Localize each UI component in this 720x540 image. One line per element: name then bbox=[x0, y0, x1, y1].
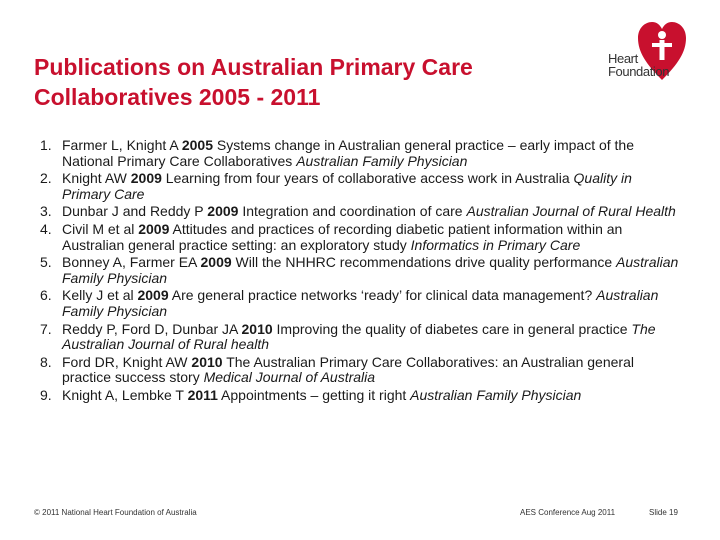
footer-conference: AES Conference Aug 2011 bbox=[520, 508, 616, 517]
reference-number: 9. bbox=[40, 386, 52, 403]
reference-year: 2009 bbox=[130, 170, 162, 187]
reference-authors: Ford DR, Knight AW bbox=[62, 353, 192, 370]
reference-year: 2009 bbox=[137, 287, 169, 304]
reference-number: 8. bbox=[40, 353, 52, 370]
reference-year: 2010 bbox=[191, 353, 223, 370]
reference-item bbox=[40, 288, 680, 319]
reference-journal: Informatics in Primary Care bbox=[410, 236, 581, 253]
reference-journal: Australian Family Physician bbox=[410, 386, 582, 403]
logo-wordmark bbox=[608, 52, 669, 78]
reference-journal: Australian Family Physician bbox=[296, 152, 468, 169]
reference-authors: Reddy P, Ford D, Dunbar JA bbox=[62, 320, 242, 337]
reference-title: Appointments – getting it right bbox=[217, 386, 411, 403]
page-title bbox=[34, 52, 594, 112]
reference-authors: Knight AW bbox=[62, 170, 131, 187]
reference-item bbox=[40, 355, 680, 386]
title-line-2: Collaboratives 2005 - 2011 bbox=[34, 84, 321, 110]
reference-item bbox=[40, 322, 680, 353]
reference-item bbox=[40, 171, 680, 202]
reference-number: 5. bbox=[40, 254, 52, 271]
reference-year: 2009 bbox=[138, 220, 170, 237]
reference-year: 2009 bbox=[200, 254, 232, 271]
reference-number: 1. bbox=[40, 137, 52, 153]
reference-item bbox=[40, 138, 680, 169]
reference-journal: Medical Journal of Australia bbox=[203, 369, 376, 386]
reference-number: 3. bbox=[40, 203, 52, 220]
reference-title: Learning from four years of collaborative access work in Australia bbox=[161, 170, 574, 187]
reference-title: Will the NHHRC recommendations drive quality performance bbox=[231, 254, 617, 271]
reference-year: 2005 bbox=[181, 137, 213, 153]
reference-title: Improving the quality of diabetes care in general practice bbox=[272, 320, 632, 337]
reference-year: 2009 bbox=[207, 203, 239, 220]
reference-title: Are general practice networks ‘ready’ for clinical data management? bbox=[168, 287, 597, 304]
reference-authors: Dunbar J and Reddy P bbox=[62, 203, 208, 220]
reference-item bbox=[40, 388, 680, 404]
reference-journal: Australian Family Physician bbox=[62, 254, 679, 286]
title-line-1: Publications on Australian Primary Care bbox=[34, 54, 473, 80]
reference-item bbox=[40, 255, 680, 286]
reference-list bbox=[40, 138, 680, 406]
logo-line-2: Foundation bbox=[608, 64, 670, 79]
reference-item bbox=[40, 204, 680, 220]
reference-journal: Quality in Primary Care bbox=[62, 170, 632, 202]
reference-authors: Bonney A, Farmer EA bbox=[62, 254, 201, 271]
reference-year: 2010 bbox=[241, 320, 273, 337]
reference-year: 2011 bbox=[187, 386, 218, 403]
reference-authors: Farmer L, Knight A bbox=[62, 137, 182, 153]
reference-title: Systems change in Australian general practice – early impact of the National Primary Care Collaboratives bbox=[62, 137, 634, 169]
footer-copyright: © 2011 National Heart Foundation of Australia bbox=[34, 508, 197, 517]
reference-journal: Australian Family Physician bbox=[62, 287, 659, 319]
reference-authors: Knight A, Lembke T bbox=[62, 386, 188, 403]
heart-foundation-logo bbox=[604, 20, 688, 86]
reference-title: Integration and coordination of care bbox=[238, 203, 467, 220]
reference-journal: The Australian Journal of Rural health bbox=[62, 320, 656, 353]
reference-number: 4. bbox=[40, 220, 52, 237]
footer-slide-number: Slide 19 bbox=[649, 508, 678, 517]
reference-number: 2. bbox=[40, 170, 52, 187]
reference-authors: Kelly J et al bbox=[62, 287, 138, 304]
reference-journal: Australian Journal of Rural Health bbox=[466, 203, 676, 220]
reference-number: 6. bbox=[40, 287, 52, 304]
reference-authors: Civil M et al bbox=[62, 220, 139, 237]
reference-title: The Australian Primary Care Collaboratives: an Australian general practice success story bbox=[62, 353, 634, 386]
logo-line-1: Heart bbox=[608, 51, 638, 66]
reference-number: 7. bbox=[40, 320, 52, 337]
reference-item bbox=[40, 222, 680, 253]
reference-title: Attitudes and practices of recording diabetic patient information within an Australian general practice setting: an exploratory study bbox=[62, 220, 623, 253]
